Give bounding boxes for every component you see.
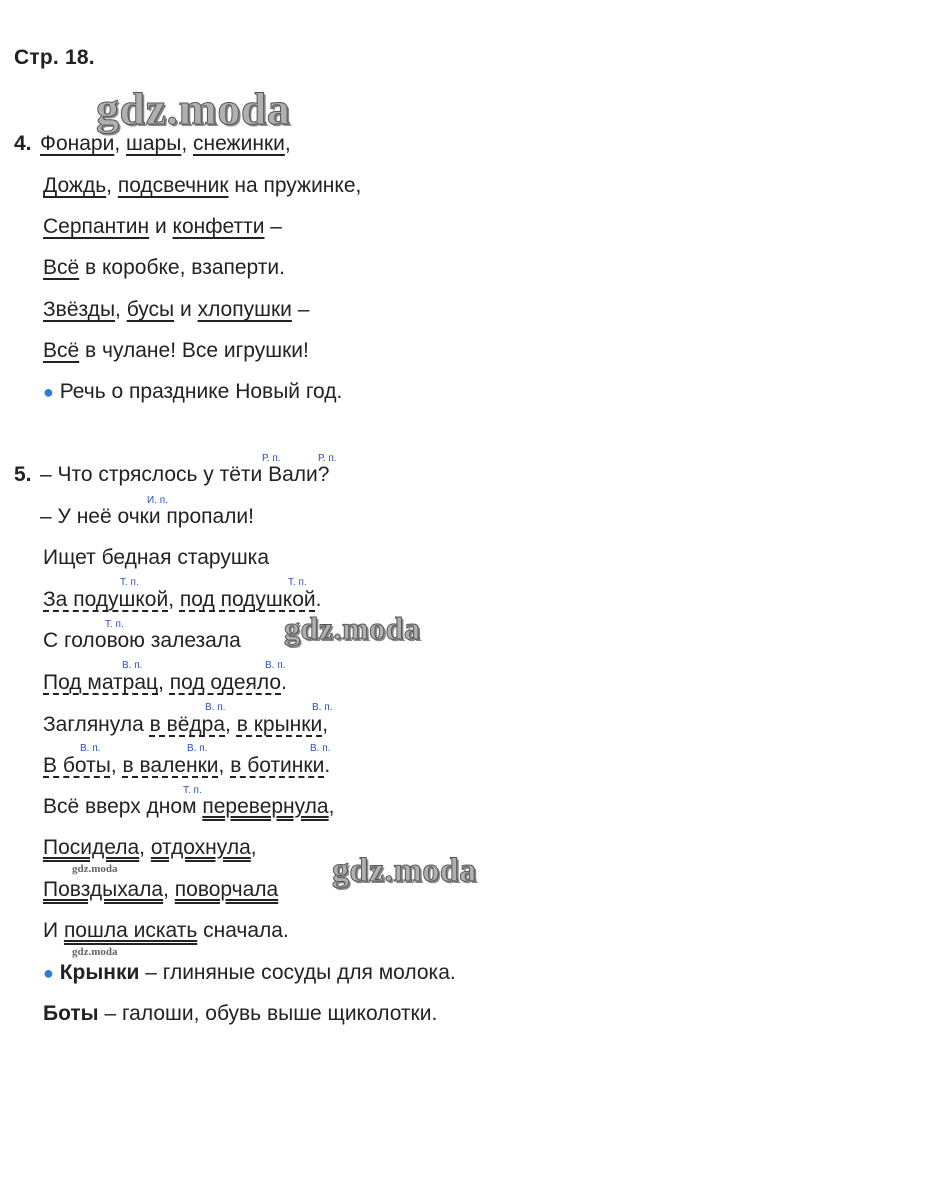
text: в коробке, взаперти. bbox=[79, 256, 285, 279]
text: – bbox=[291, 298, 310, 321]
ex5-line-2: – У неё очки пропали! bbox=[40, 505, 254, 528]
definition: – глиняные сосуды для молока. bbox=[139, 961, 456, 984]
word: шары bbox=[126, 132, 182, 155]
word: конфетти bbox=[172, 215, 265, 238]
word: в крынки bbox=[236, 713, 323, 736]
case-label: В. п. bbox=[265, 660, 286, 671]
word: перевернула bbox=[202, 795, 329, 818]
word: отдохнула bbox=[150, 836, 251, 859]
case-label: Т. п. bbox=[288, 577, 307, 588]
case-label: В. п. bbox=[187, 743, 208, 754]
word: Всё bbox=[43, 339, 80, 362]
text: , bbox=[106, 174, 118, 197]
ex5-note-2 bbox=[43, 1000, 437, 1028]
text: , bbox=[163, 878, 175, 901]
text: . bbox=[281, 671, 287, 694]
word: под одеяло bbox=[169, 671, 282, 694]
term: Крынки bbox=[59, 961, 140, 984]
text: , bbox=[218, 754, 231, 777]
word: в валенки bbox=[122, 754, 219, 777]
text: , bbox=[114, 132, 127, 155]
text: . bbox=[315, 588, 322, 611]
exercise-5-number: 5. bbox=[14, 463, 32, 486]
case-label: В. п. bbox=[205, 702, 226, 713]
word: подсвечник bbox=[117, 174, 229, 197]
word: пошла искать bbox=[63, 919, 198, 942]
word: в вёдра bbox=[149, 713, 226, 736]
word: В боты bbox=[43, 754, 111, 777]
text: , bbox=[115, 298, 127, 321]
text: , bbox=[328, 795, 335, 818]
ex5-line-1: – Что стряслось у тёти Вали? bbox=[40, 463, 330, 486]
text: на пружинке, bbox=[228, 174, 362, 197]
watermark-small: gdz.moda bbox=[72, 946, 118, 958]
text: , bbox=[110, 754, 123, 777]
word: За подушкой bbox=[43, 588, 169, 611]
text: , bbox=[250, 836, 257, 859]
ex5-line-4 bbox=[43, 586, 321, 614]
text: Всё вверх дном bbox=[43, 795, 203, 818]
case-label: В. п. bbox=[80, 743, 101, 754]
word: Посидела bbox=[43, 836, 140, 859]
ex4-line-4 bbox=[43, 254, 285, 282]
word: в ботинки bbox=[230, 754, 325, 777]
ex5-line-6 bbox=[43, 669, 287, 697]
case-label: В. п. bbox=[310, 743, 331, 754]
ex4-line-1 bbox=[40, 130, 291, 158]
case-label: Т. п. bbox=[120, 577, 139, 588]
text: сначала. bbox=[197, 919, 289, 942]
ex4-line-6 bbox=[43, 337, 309, 365]
term: Боты bbox=[43, 1002, 99, 1025]
word: снежинки bbox=[193, 132, 285, 155]
word: Повздыхала bbox=[43, 878, 164, 901]
text: и bbox=[174, 298, 198, 321]
case-label: И. п. bbox=[147, 495, 168, 506]
case-label: Т. п. bbox=[183, 785, 202, 796]
word: Звёзды bbox=[43, 298, 116, 321]
word: Дождь bbox=[43, 174, 107, 197]
bullet-icon: ● bbox=[43, 382, 54, 402]
definition: – галоши, обувь выше щиколотки. bbox=[98, 1002, 438, 1025]
case-label: В. п. bbox=[312, 702, 333, 713]
case-label: Р. п. bbox=[262, 453, 281, 464]
text: и bbox=[149, 215, 173, 238]
ex5-line-10 bbox=[43, 834, 257, 862]
ex4-note bbox=[43, 378, 342, 406]
text: , bbox=[139, 836, 151, 859]
ex5-note-1 bbox=[43, 959, 456, 987]
ex5-line-11 bbox=[43, 876, 278, 904]
word: бусы bbox=[126, 298, 175, 321]
text: , bbox=[322, 713, 329, 736]
ex5-line-7 bbox=[43, 711, 328, 739]
text: – bbox=[264, 215, 282, 238]
word: Фонари bbox=[40, 132, 115, 155]
word: Под матрац bbox=[43, 671, 159, 694]
word: поворчала bbox=[174, 878, 279, 901]
text: , bbox=[181, 132, 193, 155]
note-text: Речь о празднике Новый год. bbox=[59, 380, 343, 403]
word: хлопушки bbox=[197, 298, 292, 321]
case-label: В. п. bbox=[122, 660, 143, 671]
word: Всё bbox=[43, 256, 80, 279]
ex5-line-5: С головою залезала bbox=[43, 629, 241, 652]
ex4-line-5 bbox=[43, 296, 309, 324]
ex4-line-2 bbox=[43, 172, 361, 200]
page-header: Стр. 18. bbox=[14, 46, 95, 69]
text: И bbox=[43, 919, 64, 942]
word: под подушкой bbox=[179, 588, 316, 611]
watermark: gdz.moda bbox=[332, 852, 477, 889]
text: . bbox=[324, 754, 331, 777]
ex5-line-9 bbox=[43, 793, 334, 821]
word: Серпантин bbox=[43, 215, 150, 238]
text: в чулане! Все игрушки! bbox=[79, 339, 309, 362]
watermark-small: gdz.moda bbox=[72, 863, 118, 875]
text: Заглянула bbox=[43, 713, 150, 736]
bullet-icon: ● bbox=[43, 963, 54, 983]
ex4-line-3 bbox=[43, 213, 282, 241]
text: , bbox=[284, 132, 291, 155]
ex5-line-3: Ищет бедная старушка bbox=[43, 546, 269, 569]
text: , bbox=[158, 671, 170, 694]
case-label: Т. п. bbox=[105, 619, 124, 630]
exercise-4-number: 4. bbox=[14, 132, 32, 155]
text: , bbox=[225, 713, 237, 736]
watermark: gdz.moda bbox=[96, 83, 291, 134]
watermark: gdz.moda bbox=[284, 610, 421, 646]
ex5-line-8 bbox=[43, 752, 330, 780]
text: , bbox=[168, 588, 180, 611]
case-label: Р. п. bbox=[318, 453, 337, 464]
ex5-line-12 bbox=[43, 917, 289, 945]
